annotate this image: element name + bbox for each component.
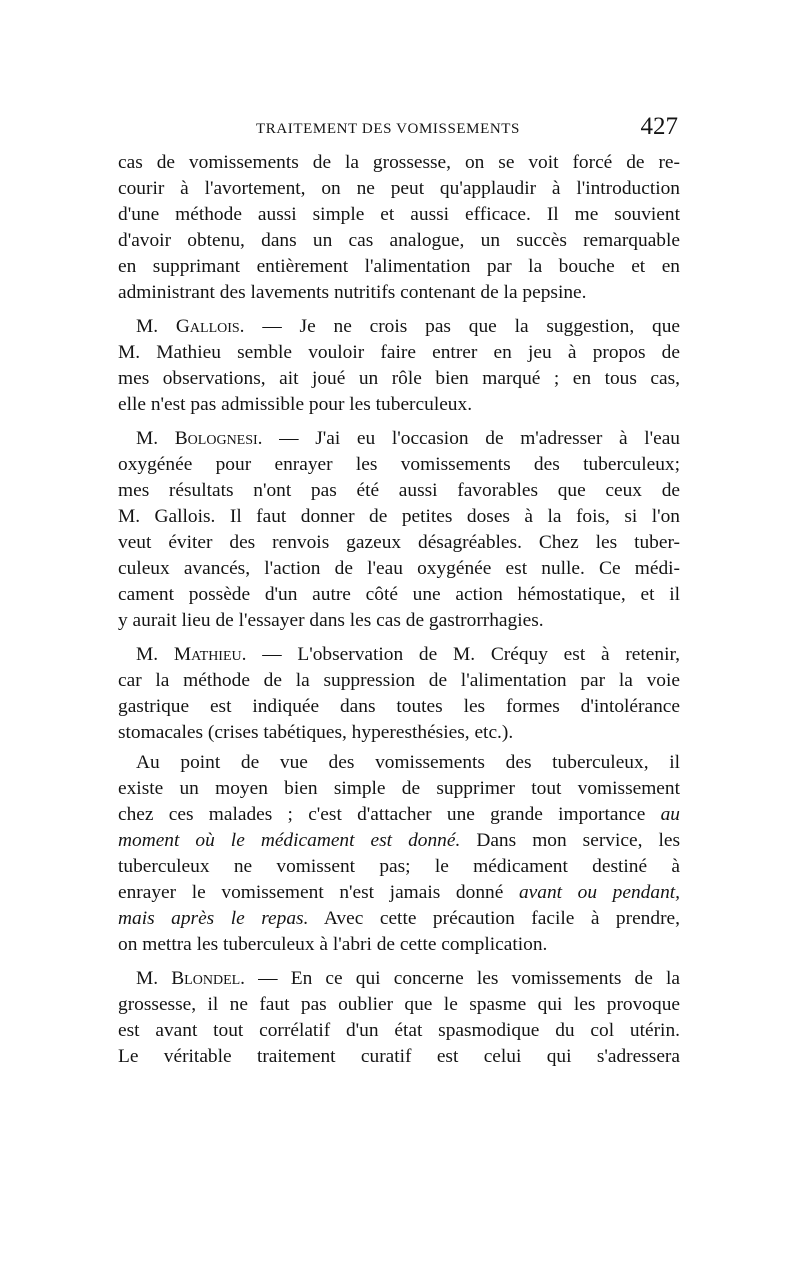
text-line: mes observations, ait joué un rôle bien marqué ; en tous cas,: [118, 368, 680, 389]
text-line: [118, 642, 680, 668]
italic-text: moment où le médicament est donné.: [118, 830, 461, 851]
speaker-prefix: M.: [136, 428, 175, 449]
italic-text: avant ou pendant,: [518, 882, 680, 903]
speaker-name: Gallois.: [175, 316, 245, 337]
text-line: M. Gallois. Il faut donner de petites doses à la fois, si l'on: [118, 506, 680, 527]
text-line: culeux avancés, l'action de l'eau oxygénée est nulle. Ce médi-: [118, 558, 680, 579]
running-title: TRAITEMENT DES VOMISSEMENTS: [256, 121, 520, 137]
text-line: d'avoir obtenu, dans un cas analogue, un succès remarquable: [118, 230, 680, 251]
paragraph-continuation: [118, 150, 680, 306]
speaker-name: Bolognesi.: [174, 428, 263, 449]
text-line: existe un moyen bien simple de supprimer tout vomissement: [118, 778, 680, 799]
text-segment: enrayer le vomissement n'est jamais donné: [118, 882, 519, 903]
text-line: y aurait lieu de l'essayer dans les cas de gastrorrhagies.: [118, 610, 544, 631]
text-line: [118, 426, 680, 452]
speaker-name: Mathieu.: [173, 644, 247, 665]
italic-text: mais après le repas.: [118, 908, 309, 929]
text-line: mes résultats n'ont pas été aussi favorables que ceux de: [118, 480, 680, 501]
text-line: grossesse, il ne faut pas oublier que le spasme qui les provoque: [118, 994, 680, 1015]
text-line: tuberculeux ne vomissent pas; le médicament destiné à: [118, 856, 680, 877]
text-line: en supprimant entièrement l'alimentation par la bouche et en: [118, 256, 680, 277]
text-line: [118, 906, 680, 932]
text-line: [118, 880, 680, 906]
text-segment: Avec cette précaution facile à prendre,: [308, 908, 680, 929]
paragraph-bolognesi: [118, 426, 680, 634]
text-line: Au point de vue des vomissements des tuberculeux, il: [136, 752, 680, 773]
speaker-prefix: M.: [136, 644, 174, 665]
first-line-text: — L'observation de M. Créquy est à retenir,: [246, 644, 680, 665]
text-line: [118, 966, 680, 992]
text-line: cament possède d'un autre côté une action hémostatique, et il: [118, 584, 680, 605]
text-segment: Dans mon service, les: [460, 830, 680, 851]
text-segment: chez ces malades ; c'est d'attacher une grande importance: [118, 804, 661, 825]
text-line: veut éviter des renvois gazeux désagréables. Chez les tuber-: [118, 532, 680, 553]
paragraph-mathieu-continued: [118, 750, 680, 958]
text-line: d'une méthode aussi simple et aussi efficace. Il me souvient: [118, 204, 680, 225]
text-line: [118, 802, 680, 828]
text-line: stomacales (crises tabétiques, hyperesthésies, etc.).: [118, 722, 514, 743]
text-line: M. Mathieu semble vouloir faire entrer en jeu à propos de: [118, 342, 680, 363]
running-head: [118, 110, 680, 146]
text-line: est avant tout corrélatif d'un état spasmodique du col utérin.: [118, 1020, 680, 1041]
text-line: [118, 314, 680, 340]
speaker-prefix: M.: [136, 316, 176, 337]
text-line: courir à l'avortement, on ne peut qu'applaudir à l'introduction: [118, 178, 680, 199]
paragraph-blondel: [118, 966, 680, 1070]
page-number: 427: [640, 113, 678, 140]
text-line: elle n'est pas admissible pour les tuberculeux.: [118, 394, 473, 415]
text-line: car la méthode de la suppression de l'alimentation par la voie: [118, 670, 680, 691]
first-line-text: — En ce qui concerne les vomissements de la: [245, 968, 681, 989]
text-line: cas de vomissements de la grossesse, on se voit forcé de re-: [118, 152, 680, 173]
first-line-text: — Je ne crois pas que la suggestion, que: [244, 316, 680, 337]
body-text: [118, 150, 680, 1070]
text-line: administrant des lavements nutritifs contenant de la pepsine.: [118, 282, 587, 303]
paragraph-gallois: [118, 314, 680, 418]
paragraph-mathieu: [118, 642, 680, 746]
text-line: oxygénée pour enrayer les vomissements des tuberculeux;: [118, 454, 680, 475]
speaker-prefix: M.: [136, 968, 172, 989]
speaker-name: Blondel.: [171, 968, 246, 989]
text-line: on mettra les tuberculeux à l'abri de cette complication.: [118, 934, 548, 955]
text-line: [118, 828, 680, 854]
italic-text: au: [660, 804, 680, 825]
first-line-text: — J'ai eu l'occasion de m'adresser à l'eau: [262, 428, 680, 449]
text-line: gastrique est indiquée dans toutes les formes d'intolérance: [118, 696, 680, 717]
text-line: Le véritable traitement curatif est celui qui s'adressera: [118, 1046, 680, 1067]
